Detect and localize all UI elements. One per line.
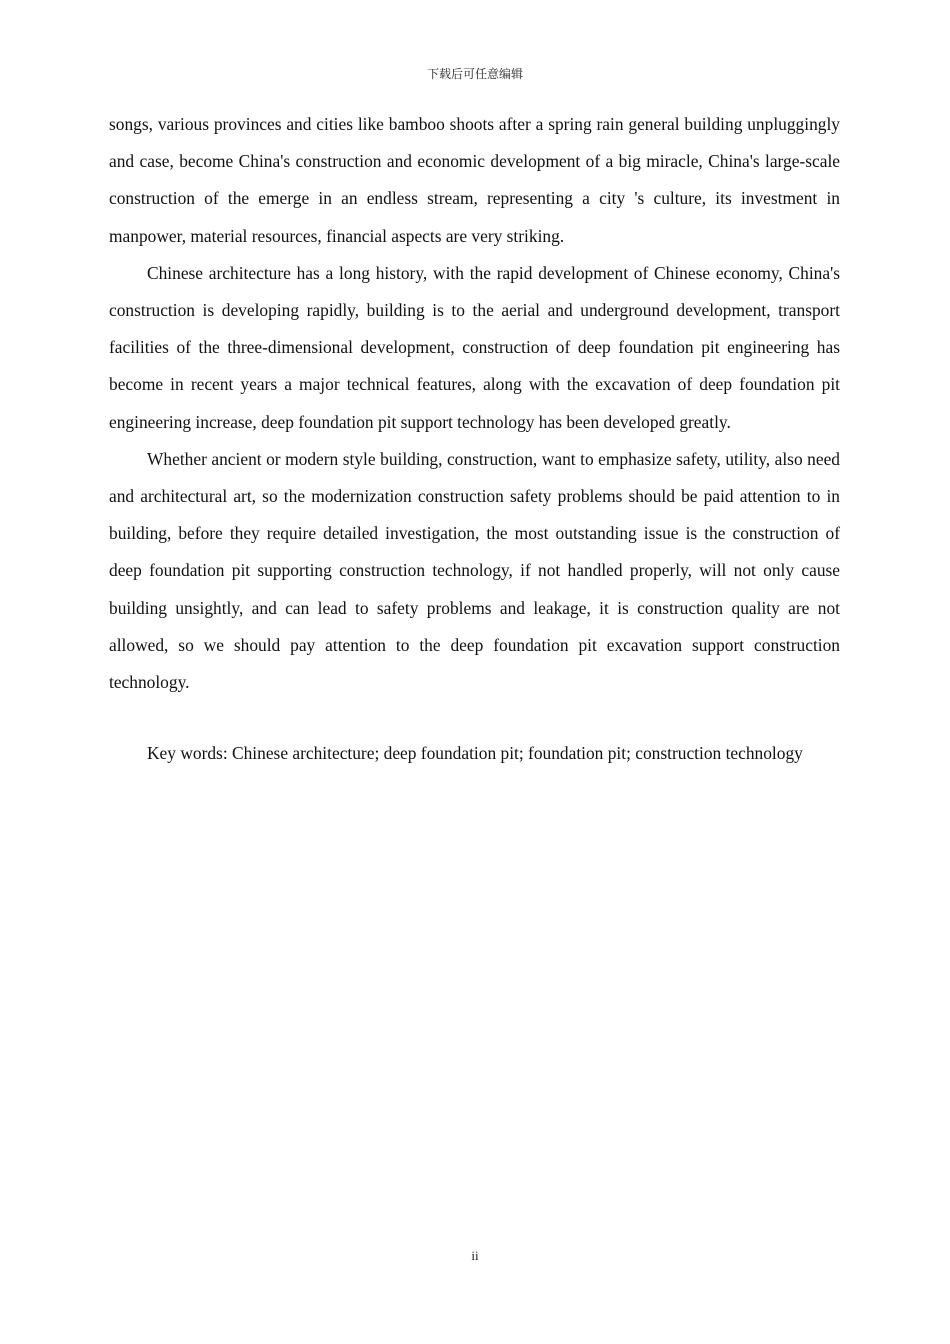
page-number: ii [471, 1248, 479, 1263]
body-paragraph-continued: songs, various provinces and cities like bamboo shoots after a spring rain general building unpluggingly and case, become China's construction and economic development of a big miracle, China's large-scale construction of the emerge in an endless stream, representing a city 's culture, its investment in manpower, material resources, financial aspects are very striking. [109, 114, 840, 246]
page-header: 下载后可任意编辑 [426, 67, 523, 81]
body-paragraph: Whether ancient or modern style building, construction, want to emphasize safety, utility, also need and architectural art, so the modernization construction safety problems should be paid attention to in building, before they require detailed investigation, the most outstanding issue is the construction of deep foundation pit supporting construction technology, if not handled properly, will not only cause building unsightly, and can lead to safety problems and leakage, it is construction quality are not allowed, so we should pay attention to the deep foundation pit excavation support construction technology. [109, 448, 840, 693]
keywords-line: Key words: Chinese architecture; deep foundation pit; foundation pit; construction technology [147, 743, 803, 764]
body-paragraph: Chinese architecture has a long history, with the rapid development of Chinese economy, China's construction is developing rapidly, building is to the aerial and underground development, transport facilities of the three-dimensional development, construction of deep foundation pit engineering has become in recent years a major technical features, along with the excavation of deep foundation pit engineering increase, deep foundation pit support technology has been developed greatly. [109, 262, 840, 432]
document-body [109, 106, 840, 772]
